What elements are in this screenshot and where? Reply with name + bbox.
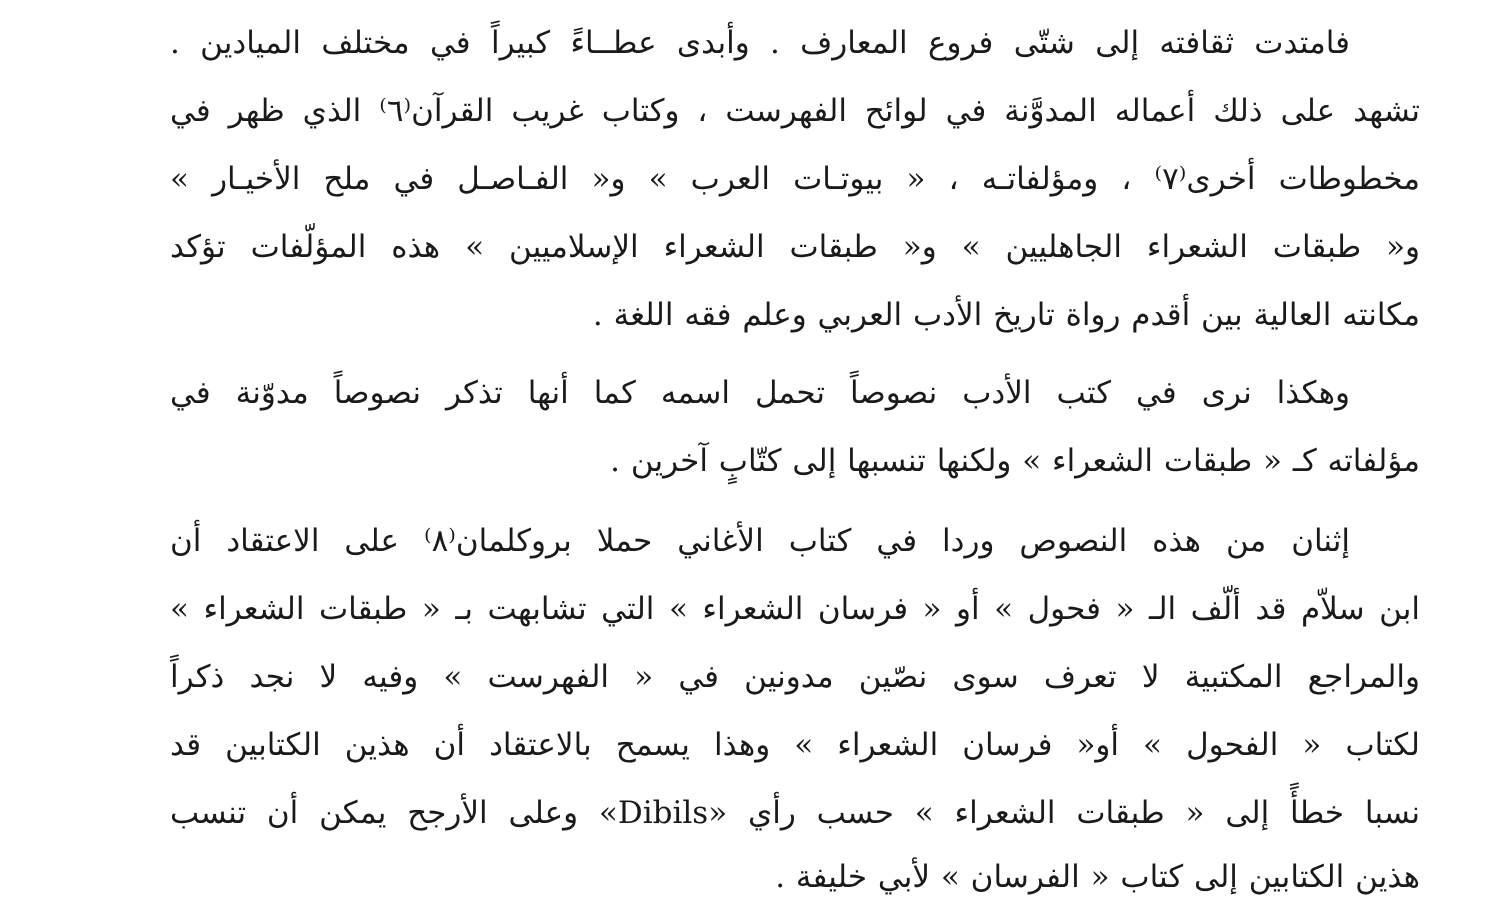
paragraph-3-line-6: هذين الكتابين إلى كتاب « الفرسان » لأبي خليفة . [775,859,1420,895]
document-page [170,8,1420,898]
paragraph-3-line-2: ابن سلاّم قد ألّف الـ « فحول » أو « فرسان الشعراء » التي تشابهت بـ « طبقات الشعراء » [170,591,1420,627]
paragraph-3-line-5: نسبا خطأً إلى « طبقات الشعراء » حسب رأي «Dibils» وعلى الأرجح يمكن أن تنسب [170,795,1420,831]
paragraph-2-line-1: وهكذا نرى في كتب الأدب نصوصاً تحمل اسمه كما أنها تذكر نصوصاً مدوّنة في [170,375,1350,411]
paragraph-3-line-3: والمراجع المكتبية لا تعرف سوى نصّين مدونين في « الفهرست » وفيه لا نجد ذكراً [170,659,1420,695]
paragraph-2-line-2: مؤلفاته كـ « طبقات الشعراء » ولكنها تنسبها إلى كتّابٍ آخرين . [610,443,1420,479]
paragraph-1-line-3: مخطوطات أخرى⁽٧⁾ ، ومؤلفاتـه ، « بيوتـات العرب » و« الفـاصـل في ملح الأخيـار » [170,161,1420,197]
paragraph-1-line-4: و« طبقات الشعراء الجاهليين » و« طبقات الشعراء الإسلاميين » هذه المؤلّفات تؤكد [170,229,1420,265]
paragraph-1-line-2: تشهد على ذلك أعماله المدوَّنة في لوائح الفهرست ، وكتاب غريب القرآن⁽٦⁾ الذي ظهر في [170,93,1420,129]
paragraph-3-line-4: لكتاب « الفحول » أو« فرسان الشعراء » وهذا يسمح بالاعتقاد أن هذين الكتابين قد [170,727,1420,763]
paragraph-1-line-1: فامتدت ثقافته إلى شتّى فروع المعارف . وأبدى عطــاءً كبيراً في مختلف الميادين . [170,25,1350,61]
paragraph-1-line-5: مكانته العالية بين أقدم رواة تاريخ الأدب العربي وعلم فقه اللغة . [592,297,1420,333]
paragraph-3-line-1: إثنان من هذه النصوص وردا في كتاب الأغاني حملا بروكلمان⁽٨⁾ على الاعتقاد أن [170,523,1350,559]
